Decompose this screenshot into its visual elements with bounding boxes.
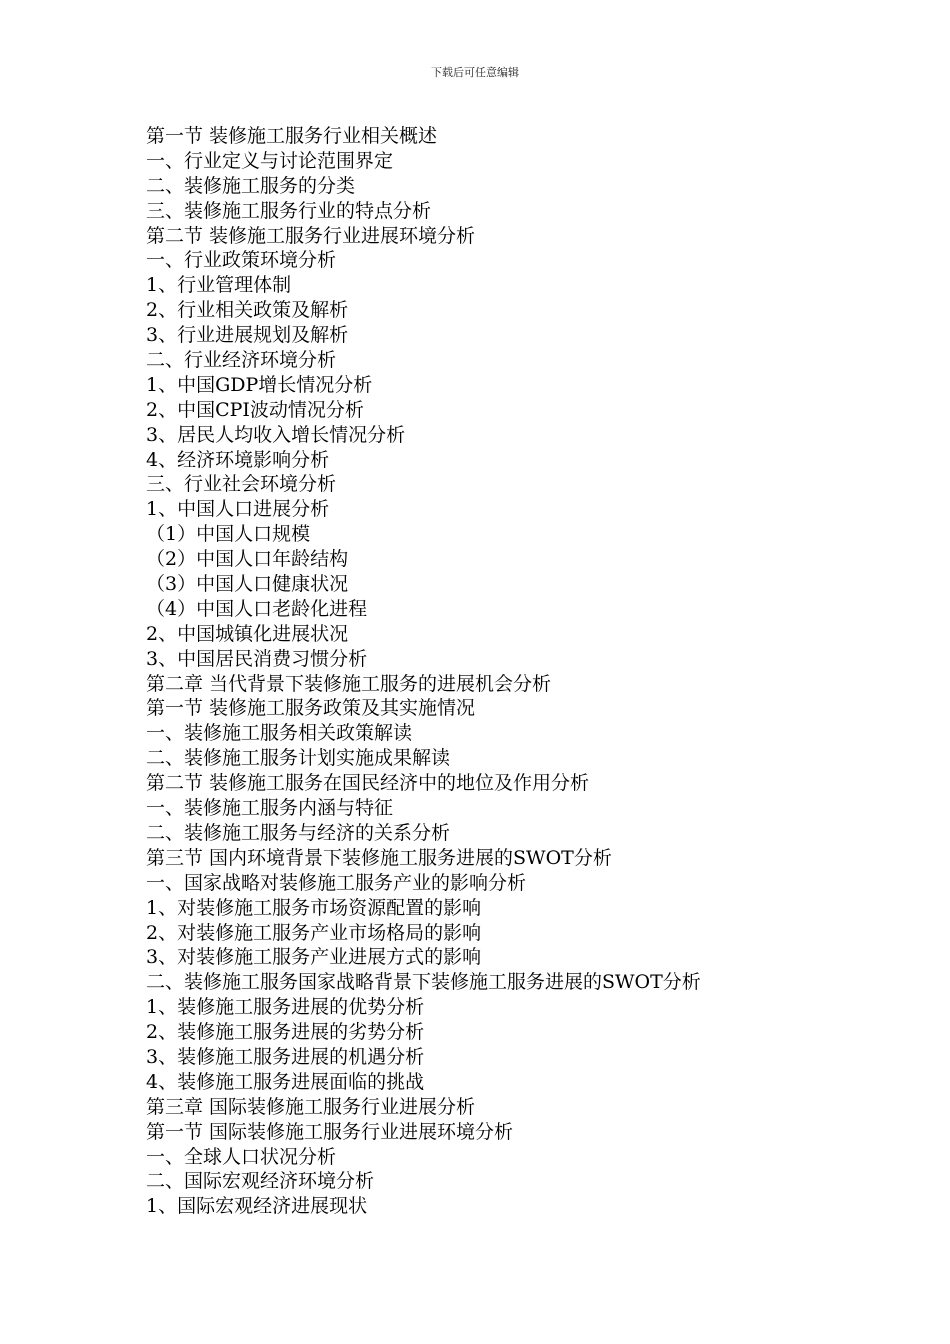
toc-line: 2、中国城镇化进展状况 xyxy=(146,622,349,645)
toc-line: 一、全球人口状况分析 xyxy=(146,1145,337,1168)
toc-line: 二、行业经济环境分析 xyxy=(146,349,337,372)
toc-line: 三、行业社会环境分析 xyxy=(146,473,337,496)
toc-line: （3）中国人口健康状况 xyxy=(146,573,349,596)
toc-line: 二、装修施工服务国家战略背景下装修施工服务进展的SWOT分析 xyxy=(146,971,701,994)
toc-line: 1、国际宏观经济进展现状 xyxy=(146,1195,368,1218)
toc-line: 3、行业进展规划及解析 xyxy=(146,324,349,347)
toc-line: 1、中国GDP增长情况分析 xyxy=(146,373,373,396)
toc-line: 2、行业相关政策及解析 xyxy=(146,299,349,322)
toc-line: 第二节 装修施工服务在国民经济中的地位及作用分析 xyxy=(146,772,590,795)
toc-line: 4、经济环境影响分析 xyxy=(146,448,330,471)
toc-line: 第二章 当代背景下装修施工服务的进展机会分析 xyxy=(146,672,552,695)
toc-line: 二、国际宏观经济环境分析 xyxy=(146,1170,375,1193)
toc-line: 第三节 国内环境背景下装修施工服务进展的SWOT分析 xyxy=(146,846,612,869)
toc-line: 一、装修施工服务相关政策解读 xyxy=(146,722,413,745)
toc-line: 一、行业定义与讨论范围界定 xyxy=(146,149,394,172)
toc-line: 1、行业管理体制 xyxy=(146,274,292,297)
toc-line: 2、装修施工服务进展的劣势分析 xyxy=(146,1021,425,1044)
toc-line: 三、装修施工服务行业的特点分析 xyxy=(146,199,432,222)
toc-line: 1、中国人口进展分析 xyxy=(146,498,330,521)
toc-line: 二、装修施工服务的分类 xyxy=(146,174,356,197)
table-of-contents xyxy=(146,124,936,1219)
toc-line: 二、装修施工服务计划实施成果解读 xyxy=(146,747,451,770)
toc-line: 第一节 装修施工服务政策及其实施情况 xyxy=(146,697,476,720)
toc-line: 3、中国居民消费习惯分析 xyxy=(146,647,368,670)
toc-line: 2、中国CPI波动情况分析 xyxy=(146,398,364,421)
toc-line: 3、装修施工服务进展的机遇分析 xyxy=(146,1045,425,1068)
toc-line: （1）中国人口规模 xyxy=(146,523,311,546)
toc-line: 第一节 国际装修施工服务行业进展环境分析 xyxy=(146,1120,514,1143)
toc-line: 3、对装修施工服务产业进展方式的影响 xyxy=(146,946,482,969)
toc-line: 1、对装修施工服务市场资源配置的影响 xyxy=(146,896,482,919)
toc-line: 4、装修施工服务进展面临的挑战 xyxy=(146,1070,425,1093)
toc-line: 一、行业政策环境分析 xyxy=(146,249,337,272)
page-header: 下载后可任意编辑 xyxy=(431,66,519,79)
toc-line: 第一节 装修施工服务行业相关概述 xyxy=(146,125,438,147)
toc-line: 一、装修施工服务内涵与特征 xyxy=(146,797,394,820)
toc-line: 第三章 国际装修施工服务行业进展分析 xyxy=(146,1095,476,1118)
toc-line: （4）中国人口老龄化进程 xyxy=(146,597,368,620)
toc-line: 3、居民人均收入增长情况分析 xyxy=(146,423,406,446)
toc-line: （2）中国人口年龄结构 xyxy=(146,548,349,571)
toc-line: 1、装修施工服务进展的优势分析 xyxy=(146,996,425,1019)
toc-line: 一、国家战略对装修施工服务产业的影响分析 xyxy=(146,871,527,894)
toc-line: 第二节 装修施工服务行业进展环境分析 xyxy=(146,224,476,247)
toc-line: 2、对装修施工服务产业市场格局的影响 xyxy=(146,921,482,944)
toc-line: 二、装修施工服务与经济的关系分析 xyxy=(146,821,451,844)
